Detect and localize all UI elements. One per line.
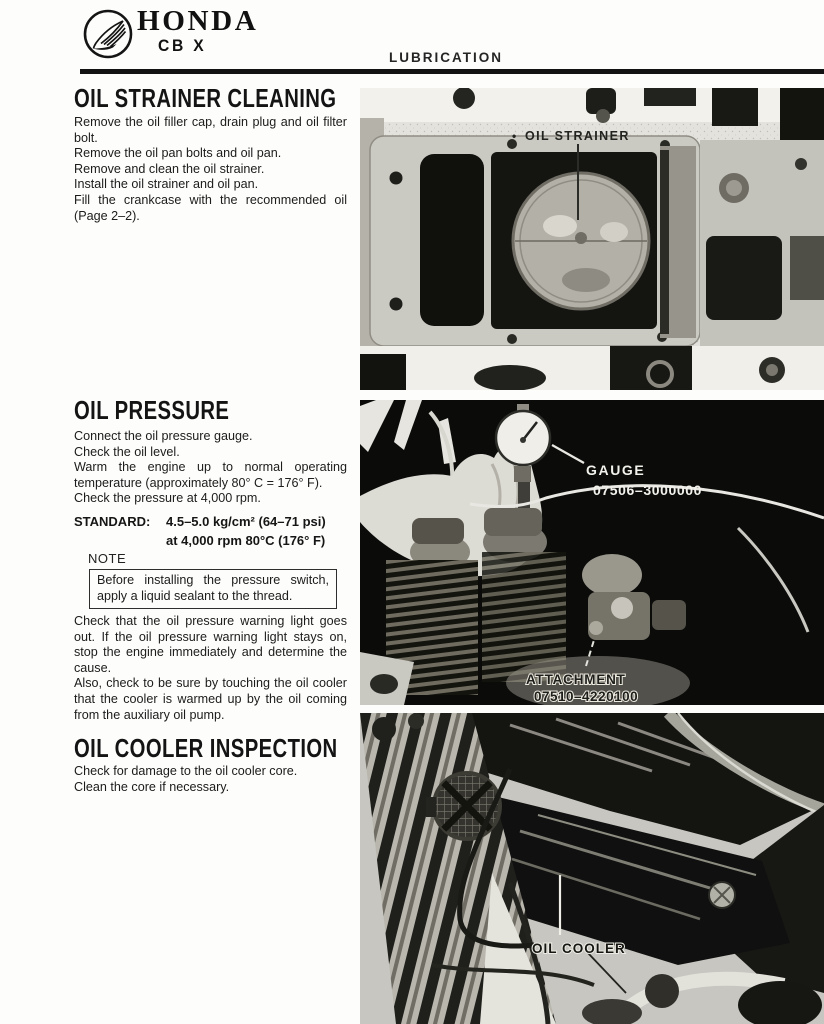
attachment-part-number: 07510–4220100 xyxy=(534,689,639,704)
standard-value-line1: 4.5–5.0 kg/cm² (64–71 psi) xyxy=(166,514,326,529)
step: Connect the oil pressure gauge. xyxy=(74,429,253,443)
note-block xyxy=(88,551,347,609)
step: Warm the engine up to normal operating temperature (approximately 80° C = 176° F). xyxy=(74,460,347,490)
attachment-label: ATTACHMENT xyxy=(526,672,626,687)
oil-strainer-photo xyxy=(360,88,824,390)
step: Remove the oil filler cap, drain plug and oil filter bolt. xyxy=(74,115,347,145)
section-heading: OIL COOLER INSPECTION xyxy=(74,733,338,763)
standard-value xyxy=(166,512,326,550)
step: Install the oil strainer and oil pan. xyxy=(74,177,259,192)
oil-pressure-photo xyxy=(360,400,824,705)
honda-wing-icon xyxy=(82,8,134,60)
note-box: Before installing the pressure switch, apply a liquid sealant to the thread. xyxy=(89,569,337,609)
section-oil-pressure xyxy=(74,397,347,423)
model-name: CB X xyxy=(158,36,207,55)
oil-pan-left-cavity xyxy=(420,154,484,326)
standard-label: STANDARD: xyxy=(74,514,151,529)
standard-value-line2: at 4,000 rpm 80°C (176° F) xyxy=(166,533,326,548)
gauge-label: GAUGE xyxy=(586,462,646,478)
step: Remove the oil pan bolts and oil pan. xyxy=(74,146,282,161)
step: Fill the crankcase with the recommended oil (Page 2–2). xyxy=(74,192,347,223)
brand-logotype: HONDA xyxy=(137,6,259,37)
step: Check the pressure at 4,000 rpm. xyxy=(74,491,261,506)
gauge-part-number: 07506–3000000 xyxy=(593,482,703,498)
oil-strainer-steps xyxy=(74,115,347,224)
oil-pressure-steps xyxy=(74,429,347,507)
oil-pressure-paragraphs xyxy=(74,614,347,723)
standard-spec xyxy=(74,512,347,550)
chapter-title: LUBRICATION xyxy=(389,50,503,65)
step: Check for damage to the oil cooler core. xyxy=(74,764,298,778)
step: Remove and clean the oil strainer. xyxy=(74,161,265,176)
paragraph: Check that the oil pressure warning light goes out. If the oil pressure warning light stays on, stop the engine immediately and determine the cause. xyxy=(74,614,347,675)
section-heading: OIL PRESSURE xyxy=(74,395,230,425)
step: Check the oil level. xyxy=(74,444,180,459)
section-oil-strainer-cleaning xyxy=(74,85,347,111)
paragraph: Also, check to be sure by touching the oil cooler that the cooler is warmed up by the oil coming from the auxiliary oil pump. xyxy=(74,676,347,722)
oil-cooler-photo xyxy=(360,713,824,1024)
header-rule xyxy=(80,69,824,74)
strainer-bullet: • xyxy=(512,129,517,143)
section-heading: OIL STRAINER CLEANING xyxy=(74,83,337,113)
oil-cooler-steps xyxy=(74,764,347,795)
cooler-label: OIL COOLER xyxy=(532,941,626,956)
strainer-label: OIL STRAINER xyxy=(525,129,630,143)
oil-strainer-screen xyxy=(513,173,649,309)
note-label: NOTE xyxy=(88,551,127,566)
section-oil-cooler-inspection xyxy=(74,735,347,761)
step: Clean the core if necessary. xyxy=(74,779,230,794)
